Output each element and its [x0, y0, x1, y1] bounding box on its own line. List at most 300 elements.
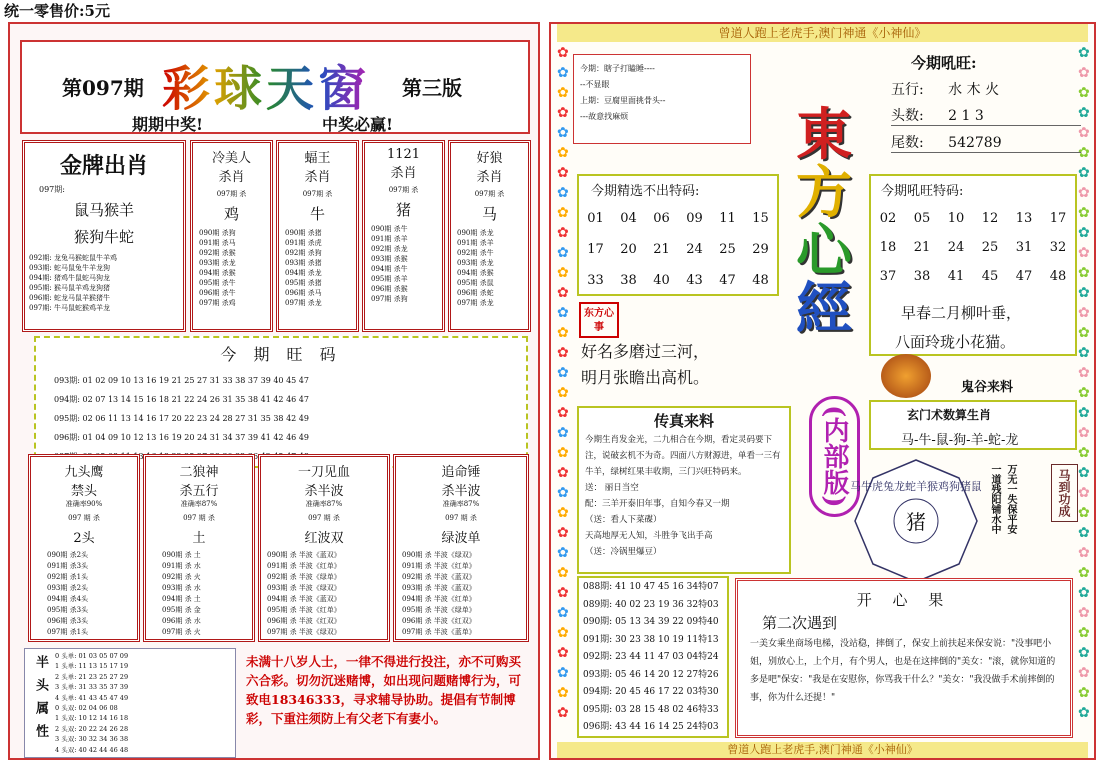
poem-line1: 好名多磨过三河，	[581, 342, 710, 361]
flower-icon: ✿	[1078, 245, 1090, 261]
guigu-label: 鬼谷来料	[961, 380, 1014, 395]
elim-subtitle: 禁头	[70, 484, 97, 499]
kill-title: 1121	[386, 147, 421, 162]
flower-icon: ✿	[1078, 445, 1090, 461]
no-show-number: 17	[587, 242, 604, 257]
slogan-right: 中奖必赢!	[322, 115, 394, 134]
xuanmen-title: 玄门术数算生肖	[907, 408, 992, 422]
this-issue-hot	[891, 52, 1081, 162]
elim-history-row: 093期 杀 水	[162, 584, 201, 592]
gold-issue: 097期:	[39, 185, 65, 194]
kill-history-row: 092期 杀龙	[371, 245, 408, 253]
elim-history-row: 095期 杀3头	[47, 606, 89, 614]
responsible-gambling-notice: 未满十八岁人士，一律不得进行投注，亦不可购买六合彩。切勿沉迷赌博，如出现问题赌博行为，可致电18346333，寻求辅导协助。提倡有节制博彩，下重注须防上有父老下有妻小。	[246, 654, 522, 726]
joke-subtitle: 第二次遇到	[762, 614, 838, 632]
fax-text: 今期生肖发金光，二九相合在今期，看定灵码要下注，说破玄机不为奇。四面八方财源进，单看一三有牛羊，绿树红果丰收期，三门兴旺特码来。	[585, 435, 781, 477]
fax-song2: （送：看人下菜碟）	[585, 515, 662, 525]
flower-icon: ✿	[1078, 305, 1090, 321]
flower-icon: ✿	[557, 265, 569, 281]
no-show-number: 01	[587, 211, 604, 226]
kill-history-row: 091期 杀马	[199, 239, 236, 247]
draw-history-box	[577, 576, 729, 738]
houwang-poem1: 早春二月柳叶垂，	[901, 304, 1022, 322]
flower-icon: ✿	[557, 425, 569, 441]
right-page	[549, 22, 1096, 760]
poem-line2: 明月张瞻出高机。	[581, 368, 710, 387]
elim-title: 一刀见血	[297, 465, 350, 480]
kill-animal: 鸡	[223, 205, 239, 223]
kill-box	[190, 140, 273, 332]
kill-subtitle: 杀肖	[476, 170, 503, 185]
half-head-row: 2 头单: 21 23 25 27 29	[55, 672, 129, 681]
kill-title: 好狼	[476, 151, 503, 166]
flower-icon: ✿	[557, 405, 569, 421]
elim-rate: 准确率87%	[442, 500, 480, 508]
title-char: 方	[796, 160, 852, 226]
riddle-box	[573, 54, 751, 144]
no-show-special-box	[577, 174, 779, 296]
flower-icon: ✿	[1078, 345, 1090, 361]
hot-numbers-title: 今 期 旺 码	[220, 345, 342, 364]
elim-history-row: 091期 杀 半波《红单》	[267, 562, 341, 570]
hot-special-number: 48	[1049, 269, 1067, 284]
fax-song: 送： 丽日当空	[585, 483, 639, 493]
kill-history-row: 093期 杀龙	[457, 259, 494, 267]
kill-box	[276, 140, 359, 332]
gold-history-row: 094期: 猪鸡牛鼠蛇马狗龙	[29, 274, 110, 282]
flower-icon: ✿	[1078, 385, 1090, 401]
elim-history-row: 097期 杀 半波《绿双》	[267, 628, 341, 636]
kill-history-row: 092期 杀猴	[199, 249, 236, 257]
flower-icon: ✿	[557, 105, 569, 121]
hot-special-number: 05	[913, 211, 931, 226]
wuxing-value: 水 木 火	[948, 82, 1000, 98]
no-show-number: 40	[653, 273, 670, 288]
no-show-number: 47	[719, 273, 736, 288]
flower-icon: ✿	[557, 385, 569, 401]
draw-row: 089期: 40 02 23 19 36 32特03	[583, 599, 719, 610]
elim-history-row: 096期 杀 半波《红双》	[402, 617, 476, 625]
hot-special-number: 17	[1049, 211, 1067, 226]
kill-subtitle: 杀肖	[304, 170, 331, 185]
no-show-number: 11	[719, 211, 736, 226]
side-text: 一道残阳铺水中	[989, 464, 1000, 534]
elim-subtitle: 杀半波	[441, 484, 481, 499]
no-show-number: 48	[752, 273, 769, 288]
fax-song3: （送：冷锅里爆豆）	[585, 547, 662, 557]
joke-title: 开 心 果	[856, 591, 952, 609]
flower-icon: ✿	[1078, 225, 1090, 241]
draw-row: 091期: 30 23 38 10 19 11特13	[583, 634, 719, 645]
hot-special-number: 47	[1015, 269, 1033, 284]
hot-special-number: 21	[913, 240, 931, 255]
elim-history-row: 090期 杀 土	[162, 551, 201, 559]
elim-history-row: 092期 杀 火	[162, 573, 201, 581]
kill-history-row: 097期 杀龙	[457, 299, 494, 307]
elim-issue: 097 期 杀	[68, 514, 100, 522]
elim-history-row: 094期 杀 土	[162, 595, 201, 603]
flower-icon: ✿	[1078, 285, 1090, 301]
title-char: 東	[796, 102, 852, 168]
flower-icon: ✿	[1078, 325, 1090, 341]
elim-rate: 准确率90%	[65, 500, 103, 508]
flower-icon: ✿	[557, 545, 569, 561]
kill-history-row: 096期 杀蛇	[457, 289, 494, 297]
flower-icon: ✿	[557, 585, 569, 601]
kill-history-row: 097期 杀鸡	[199, 299, 236, 307]
stamp: 东方心事	[579, 302, 619, 338]
flower-icon: ✿	[1078, 465, 1090, 481]
slogan-left: 期期中奖!	[132, 115, 204, 134]
hot-special-number: 24	[947, 240, 965, 255]
elim-issue: 097 期 杀	[183, 514, 215, 522]
flower-icon: ✿	[557, 225, 569, 241]
no-show-number: 09	[686, 211, 703, 226]
elim-history-row: 094期 杀4头	[47, 595, 89, 603]
flower-icon: ✿	[1078, 645, 1090, 661]
elim-history-row: 093期 杀 半波《绿双》	[267, 584, 341, 592]
elim-title: 九头鹰	[64, 465, 104, 480]
side-text: 万无一失保平安	[1005, 464, 1016, 534]
draw-row: 094期: 20 45 46 17 22 03特30	[583, 687, 719, 697]
hot-special-number: 25	[981, 240, 999, 255]
gold-history-row: 096期: 蛇龙马鼠羊猴猪牛	[29, 294, 110, 302]
elim-rate: 准确率87%	[180, 500, 218, 508]
draw-row: 088期: 41 10 47 45 16 34特07	[583, 582, 719, 592]
no-show-number: 38	[620, 273, 637, 288]
flower-icon: ✿	[557, 65, 569, 81]
flower-icon: ✿	[1078, 185, 1090, 201]
elim-history-row: 092期 杀1头	[47, 573, 89, 581]
hot-special-number: 37	[879, 269, 897, 284]
gold-pick-box	[22, 140, 186, 332]
half-head-row: 4 头双: 40 42 44 46 48	[55, 745, 129, 754]
flower-icon: ✿	[1078, 425, 1090, 441]
kill-history-row: 092期 杀狗	[285, 249, 322, 257]
flower-icon: ✿	[1078, 605, 1090, 621]
fax-source-box	[577, 406, 791, 574]
elim-history-row: 097期 杀1头	[47, 628, 89, 636]
flower-icon: ✿	[557, 145, 569, 161]
title-char: 經	[796, 276, 852, 342]
flower-icon: ✿	[1078, 685, 1090, 701]
gold-history-row: 095期: 猴马鼠羊鸡龙狗猪	[29, 284, 110, 292]
elim-issue: 097 期 杀	[308, 514, 340, 522]
draw-row: 095期: 03 28 15 48 02 46特33	[583, 704, 719, 715]
flower-icon: ✿	[1078, 45, 1090, 61]
xuanmen-animals: 马-牛-鼠-狗-羊-蛇-龙	[901, 433, 1019, 448]
kill-history-row: 092期 杀牛	[457, 249, 494, 257]
hot-special-number: 13	[1015, 211, 1033, 226]
flower-icon: ✿	[557, 125, 569, 141]
kill-history-row: 096期 杀猴	[371, 285, 408, 293]
flower-icon: ✿	[557, 45, 569, 61]
edition: 第三版	[402, 76, 462, 100]
kill-animal: 马	[481, 205, 497, 223]
tiger-image	[881, 354, 931, 398]
elim-history-row: 097期 杀 火	[162, 628, 201, 636]
no-show-number: 06	[653, 211, 670, 226]
gold-history-row: 097期: 牛马鼠蛇猴鸡羊龙	[29, 304, 110, 312]
flower-icon: ✿	[557, 305, 569, 321]
flower-icon: ✿	[557, 285, 569, 301]
jingxuan-title: 今期精选不出特码:	[591, 184, 700, 199]
retail-price: 统一零售价:5元	[4, 2, 110, 20]
kill-issue: 097期 杀	[302, 190, 333, 198]
wei-value: 542789	[948, 135, 1002, 151]
no-show-number: 33	[587, 273, 604, 288]
no-show-number: 29	[752, 242, 769, 257]
elim-history-row: 096期 杀3头	[47, 617, 89, 625]
vertical-title	[796, 102, 866, 342]
kill-box	[448, 140, 531, 332]
kill-history-row: 090期 杀狗	[199, 229, 236, 237]
internal-edition: (内部版)	[809, 396, 860, 517]
hot-special-box	[869, 174, 1077, 356]
flower-icon: ✿	[557, 605, 569, 621]
gold-line2: 猴狗牛蛇	[73, 228, 134, 246]
flower-icon: ✿	[1078, 705, 1090, 721]
flower-icon: ✿	[557, 365, 569, 381]
hot-special-number: 10	[947, 211, 965, 226]
no-show-number: 21	[653, 242, 670, 257]
gold-history-row: 093期: 蛇马鼠兔牛羊龙狗	[29, 264, 110, 272]
elim-history-row: 097期 杀 半波《蓝单》	[402, 628, 476, 636]
elim-title: 二狼神	[179, 465, 219, 480]
draw-row: 093期: 05 46 14 20 12 27特26	[583, 669, 719, 680]
flower-icon: ✿	[557, 245, 569, 261]
riddle-line: --不显眼	[580, 80, 610, 89]
elim-history-row: 095期 杀 半波《红单》	[267, 606, 341, 614]
hot-numbers-row: 093期: 01 02 09 10 13 16 19 21 25 27 31 33 38 37 39 40 45 47	[54, 376, 309, 385]
elim-history-row: 095期 杀 半波《绿单》	[402, 606, 476, 614]
riddle-line: ---故意找麻烦	[580, 112, 629, 121]
flower-icon: ✿	[1078, 565, 1090, 581]
elim-history-row: 091期 杀3头	[47, 562, 89, 570]
elim-subtitle: 杀五行	[179, 484, 219, 499]
flower-icon: ✿	[1078, 525, 1090, 541]
hot-special-number: 18	[879, 240, 897, 255]
half-head-row: 1 头双: 10 12 14 16 18	[55, 714, 129, 723]
elim-history-row: 092期 杀 半波《绿单》	[267, 573, 341, 581]
masthead-title: 彩球天窗	[162, 50, 370, 119]
flower-icon: ✿	[557, 565, 569, 581]
tou-value: 2 1 3	[948, 108, 984, 124]
flower-icon: ✿	[557, 165, 569, 181]
half-head-row: 2 头双: 20 22 24 26 28	[55, 724, 129, 733]
draw-row: 092期: 23 44 11 47 03 04特24	[583, 652, 719, 662]
kill-history-row: 090期 杀猪	[285, 229, 322, 237]
elim-subtitle: 杀半波	[304, 484, 344, 499]
half-head-row: 1 头单: 11 13 15 17 19	[55, 662, 129, 671]
elim-result: 2头	[73, 531, 95, 546]
kill-history-row: 094期 杀猴	[457, 269, 494, 277]
draw-row: 090期: 05 13 34 39 22 09特40	[583, 617, 719, 627]
hot-numbers-box	[34, 336, 528, 468]
seal: 马到功成	[1051, 464, 1078, 522]
joke-box	[735, 578, 1073, 738]
kill-history-row: 095期 杀猪	[285, 279, 322, 287]
elimination-box	[28, 454, 140, 642]
flower-icon: ✿	[1078, 585, 1090, 601]
half-head-table	[24, 648, 236, 758]
elim-result: 红波双	[304, 531, 344, 546]
flower-icon: ✿	[1078, 505, 1090, 521]
kill-animal: 牛	[309, 205, 325, 223]
bottom-banner: 曾道人跑上老虎手,澳门神通《小神仙》	[557, 742, 1088, 758]
half-head-row: 3 头单: 31 33 35 37 39	[55, 683, 129, 692]
flower-icon: ✿	[1078, 125, 1090, 141]
elim-history-row: 096期 杀 水	[162, 617, 201, 625]
elimination-box	[258, 454, 390, 642]
elim-history-row: 090期 杀2头	[47, 551, 89, 559]
kill-issue: 097期 杀	[474, 190, 505, 198]
elim-history-row: 090期 杀 半波《蓝双》	[267, 551, 341, 559]
kill-title: 蝠王	[304, 151, 331, 166]
flower-icon: ✿	[557, 645, 569, 661]
flower-icon: ✿	[557, 345, 569, 361]
flower-icon: ✿	[557, 685, 569, 701]
tou-label: 头数:	[891, 108, 924, 124]
flower-icon: ✿	[1078, 625, 1090, 641]
fax-pei: 配：三羊开泰旧年事，自知今春又一期	[585, 499, 730, 509]
fax-title: 传真来料	[653, 412, 714, 430]
elimination-box	[393, 454, 529, 642]
elim-result: 绿波单	[441, 531, 481, 546]
wuxing-label: 五行:	[891, 82, 924, 98]
kill-history-row: 090期 杀龙	[457, 229, 494, 237]
flower-icon: ✿	[1078, 145, 1090, 161]
gold-history-row: 092期: 龙兔马猴蛇鼠牛羊鸡	[29, 254, 117, 262]
kill-subtitle: 杀肖	[218, 170, 245, 185]
flower-icon: ✿	[557, 665, 569, 681]
gold-line1: 鼠马猴羊	[73, 201, 134, 219]
wheel-ring: 马牛虎兔龙蛇羊猴鸡狗猪鼠	[851, 480, 981, 493]
elim-rate: 准确率87%	[305, 500, 343, 508]
elim-history-row: 092期 杀 半波《蓝双》	[402, 573, 476, 581]
elim-history-row: 090期 杀 半波《绿双》	[402, 551, 476, 559]
elim-title: 追命锤	[441, 465, 481, 480]
no-show-grid	[579, 211, 777, 288]
flower-icon: ✿	[557, 185, 569, 201]
flower-icon: ✿	[557, 445, 569, 461]
elim-history-row: 094期 杀 半波《红单》	[402, 595, 476, 603]
kill-history-row: 094期 杀猴	[199, 269, 236, 277]
flower-icon: ✿	[1078, 265, 1090, 281]
no-show-number: 43	[686, 273, 703, 288]
no-show-number: 20	[620, 242, 637, 257]
left-page	[8, 22, 540, 760]
elim-issue: 097 期 杀	[445, 514, 477, 522]
half-head-row: 4 头单: 41 43 45 47 49	[55, 693, 129, 702]
elim-history-row: 095期 杀 金	[162, 606, 201, 614]
elim-history-row: 091期 杀 水	[162, 562, 201, 570]
flower-icon: ✿	[1078, 65, 1090, 81]
elim-history-row: 093期 杀2头	[47, 584, 89, 592]
flower-icon: ✿	[1078, 365, 1090, 381]
flower-icon: ✿	[1078, 665, 1090, 681]
no-show-number: 15	[752, 211, 769, 226]
half-head-row: 0 头单: 01 03 05 07 09	[55, 652, 129, 660]
flower-icon: ✿	[1078, 205, 1090, 221]
houwang-title: 今期吼旺特码:	[881, 184, 964, 199]
kill-history-row: 091期 杀羊	[371, 235, 408, 243]
hot-special-number: 12	[981, 211, 999, 226]
hot-special-number: 45	[981, 269, 999, 284]
hot-special-number: 32	[1049, 240, 1067, 255]
kill-history-row: 096期 杀牛	[199, 289, 236, 297]
kill-title: 冷美人	[211, 151, 251, 166]
kill-history-row: 091期 杀羊	[457, 239, 494, 247]
flower-icon: ✿	[1078, 105, 1090, 121]
half-head-row: 0 头双: 02 04 06 08	[55, 704, 118, 713]
kill-issue: 097期 杀	[388, 186, 419, 194]
masthead	[20, 40, 530, 134]
kill-history-row: 095期 杀鼠	[457, 279, 494, 287]
hot-special-grid	[871, 211, 1075, 284]
riddle-line: 上期：豆腐里面挑骨头--	[580, 96, 666, 105]
hot-numbers-row: 095期: 02 06 11 13 14 16 17 20 22 23 24 28 27 31 35 38 42 49	[54, 414, 309, 423]
hot-numbers-row: 096期: 01 04 09 10 12 13 16 19 20 24 31 34 37 39 41 42 46 49	[54, 433, 309, 442]
half-head-title: 半头属性	[33, 655, 48, 747]
kill-history-row: 095期 杀羊	[371, 275, 408, 283]
elim-result: 土	[192, 531, 206, 546]
elim-history-row: 094期 杀 半波《蓝双》	[267, 595, 341, 603]
flower-icon: ✿	[557, 85, 569, 101]
kill-animal: 猪	[395, 201, 411, 219]
kill-history-row: 097期 杀狗	[371, 295, 408, 303]
flower-icon: ✿	[1078, 85, 1090, 101]
xuanmen-box	[869, 400, 1077, 450]
kill-history-row: 095期 杀牛	[199, 279, 236, 287]
poem-block	[581, 339, 781, 399]
houwang-poem2: 八面玲珑小花猫。	[895, 333, 1016, 351]
flower-icon: ✿	[557, 625, 569, 641]
zodiac-wheel	[851, 456, 981, 586]
wei-label: 尾数:	[891, 135, 924, 151]
kill-issue: 097期 杀	[216, 190, 247, 198]
elim-history-row: 093期 杀 半波《蓝双》	[402, 584, 476, 592]
elim-history-row: 091期 杀 半波《红单》	[402, 562, 476, 570]
flower-icon: ✿	[557, 485, 569, 501]
hot-special-number: 38	[913, 269, 931, 284]
no-show-number: 04	[620, 211, 637, 226]
no-show-number: 25	[719, 242, 736, 257]
hot-special-number: 02	[879, 211, 897, 226]
riddle-line: 今期：瞎子打瞌睡----	[580, 64, 655, 73]
kill-history-row: 093期 杀龙	[199, 259, 236, 267]
kill-history-row: 094期 杀牛	[371, 265, 408, 273]
title-char: 心	[796, 218, 852, 284]
flower-icon: ✿	[557, 205, 569, 221]
no-show-number: 24	[686, 242, 703, 257]
kill-history-row: 097期 杀龙	[285, 299, 322, 307]
jinwang-title: 今期吼旺:	[911, 54, 977, 72]
flower-icon: ✿	[557, 465, 569, 481]
gold-title: 金牌出肖	[59, 153, 148, 179]
hot-special-number: 41	[947, 269, 965, 284]
flower-icon: ✿	[557, 325, 569, 341]
kill-box	[362, 140, 445, 332]
hot-special-number: 31	[1015, 240, 1033, 255]
elim-history-row: 096期 杀 半波《红双》	[267, 617, 341, 625]
elimination-box	[143, 454, 255, 642]
hot-numbers-row: 094期: 02 07 13 14 15 16 18 21 22 24 26 31 35 38 41 42 46 47	[54, 395, 309, 404]
kill-history-row: 093期 杀猪	[285, 259, 322, 267]
top-banner: 曾道人跑上老虎手,澳门神通《小神仙》	[557, 24, 1088, 42]
flower-icon: ✿	[1078, 485, 1090, 501]
kill-history-row: 094期 杀龙	[285, 269, 322, 277]
